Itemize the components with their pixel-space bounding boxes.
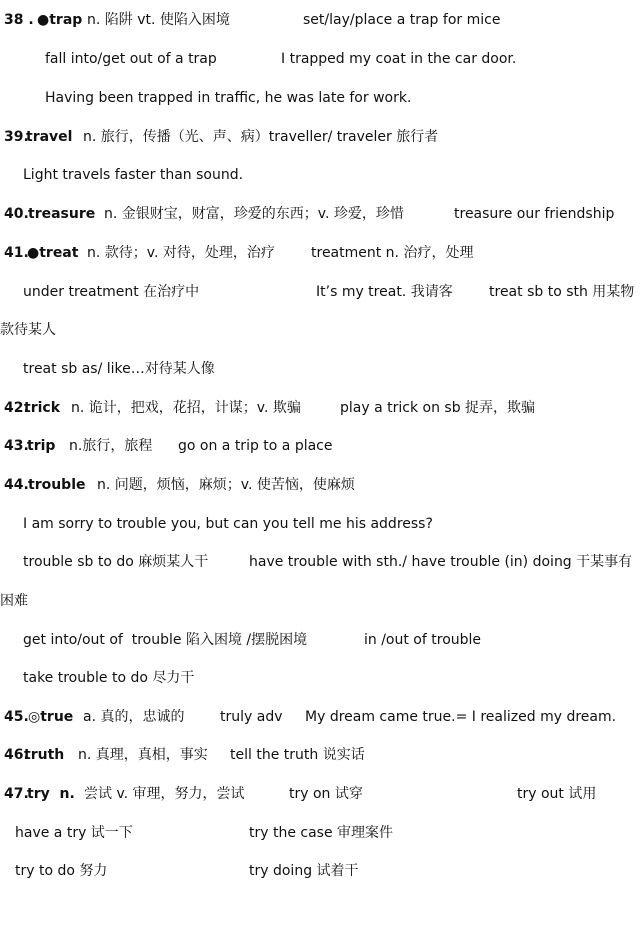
entry-40-line [0, 203, 640, 225]
phrase-continuation: 款待某人 [0, 322, 56, 338]
example-sentence: I am sorry to trouble you, but can you tell me his address? [23, 516, 433, 532]
example-line [0, 164, 640, 186]
entry-number: 43. [4, 438, 29, 454]
entry-number: 45. [4, 709, 29, 725]
phrase: in /out of trouble [364, 632, 482, 648]
phrase: try on 试穿 [289, 786, 363, 802]
headword: trip [27, 438, 56, 454]
example-line [0, 629, 640, 651]
definition: n. 款待；v. 对待，处理，治疗 [87, 245, 275, 261]
entry-43-line [0, 435, 640, 457]
phrase: trouble sb to do 麻烦某人干 [23, 554, 209, 570]
example-sentence: Light travels faster than sound. [23, 167, 244, 183]
example-line [0, 281, 640, 303]
entry-number: 47. [4, 786, 29, 802]
phrase: try to do 努力 [15, 863, 108, 879]
phrase: try doing 试着干 [249, 863, 359, 879]
phrase: It’s my treat. 我请客 [316, 284, 453, 300]
definition: a. 真的，忠诚的 [83, 709, 185, 725]
headword: trick [24, 400, 61, 416]
phrase: take trouble to do 尽力干 [23, 670, 195, 686]
phrase: treasure our friendship [454, 206, 615, 222]
phrase: set/lay/place a trap for mice [303, 12, 501, 28]
phrase: have a try 试一下 [15, 825, 133, 841]
headword: truth [24, 747, 65, 763]
headword: trouble [28, 477, 86, 493]
phrase: treat sb to sth 用某物 [489, 284, 635, 300]
entry-number: 41. [4, 245, 29, 261]
entry-number: 46. [4, 747, 29, 763]
example-line [0, 48, 640, 70]
entry-44-line [0, 474, 640, 496]
example-line [0, 667, 640, 689]
definition: n. 旅行，传播（光、声、病）traveller/ traveler 旅行者 [83, 129, 439, 145]
headword: travel [26, 129, 73, 145]
phrase: have trouble with sth./ have trouble (in) doing 干某事有 [249, 554, 633, 570]
phrase: tell the truth 说实话 [230, 747, 365, 763]
example-sentence: Having been trapped in traffic, he was late for work. [45, 90, 412, 106]
headword: ●trap [37, 12, 83, 28]
example-line [0, 551, 640, 573]
phrase: treatment n. 治疗，处理 [311, 245, 474, 261]
phrase: play a trick on sb 捉弄，欺骗 [340, 400, 536, 416]
phrase: treat sb as/ like…对待某人像 [23, 361, 215, 377]
entry-46-line [0, 744, 640, 766]
entry-42-line [0, 397, 640, 419]
phrase-continuation: 困难 [0, 593, 28, 609]
headword: ●treat [27, 245, 79, 261]
headword: ◎true [28, 709, 74, 725]
entry-41-line [0, 242, 640, 264]
example-line [0, 822, 640, 844]
wrapped-line [0, 319, 640, 341]
example-line [0, 860, 640, 882]
entry-39-line [0, 126, 640, 148]
entry-number: 38 . [4, 12, 34, 28]
definition: n.旅行，旅程 [69, 438, 153, 454]
entry-number: 39. [4, 129, 29, 145]
headword: try n. [27, 786, 75, 802]
entry-47-line [0, 783, 640, 805]
example-line [0, 87, 640, 109]
entry-number: 42. [4, 400, 29, 416]
entry-number: 40. [4, 206, 29, 222]
definition: n. 金银财宝，财富，珍爱的东西；v. 珍爱，珍惜 [104, 206, 404, 222]
example-sentence: I trapped my coat in the car door. [281, 51, 517, 67]
example-line [0, 513, 640, 535]
phrase: try the case 审理案件 [249, 825, 394, 841]
entry-45-line [0, 706, 640, 728]
definition: n. 陷阱 vt. 使陷入困境 [87, 12, 230, 28]
phrase: fall into/get out of a trap [45, 51, 217, 67]
phrase: under treatment 在治疗中 [23, 284, 200, 300]
definition: n. 问题，烦恼，麻烦；v. 使苦恼，使麻烦 [97, 477, 355, 493]
wrapped-line [0, 590, 640, 612]
entry-number: 44. [4, 477, 29, 493]
phrase: truly adv [220, 709, 283, 725]
phrase: go on a trip to a place [178, 438, 333, 454]
phrase: get into/out of trouble 陷入困境 /摆脱困境 [23, 632, 308, 648]
example-sentence: My dream came true.= I realized my dream. [305, 709, 617, 725]
headword: treasure [28, 206, 96, 222]
definition: n. 诡计，把戏，花招，计谋；v. 欺骗 [71, 400, 301, 416]
definition: n. 真理，真相，事实 [78, 747, 208, 763]
entry-38-line [0, 9, 640, 31]
example-line [0, 358, 640, 380]
definition: 尝试 v. 审理，努力，尝试 [84, 786, 245, 802]
phrase: try out 试用 [517, 786, 597, 802]
